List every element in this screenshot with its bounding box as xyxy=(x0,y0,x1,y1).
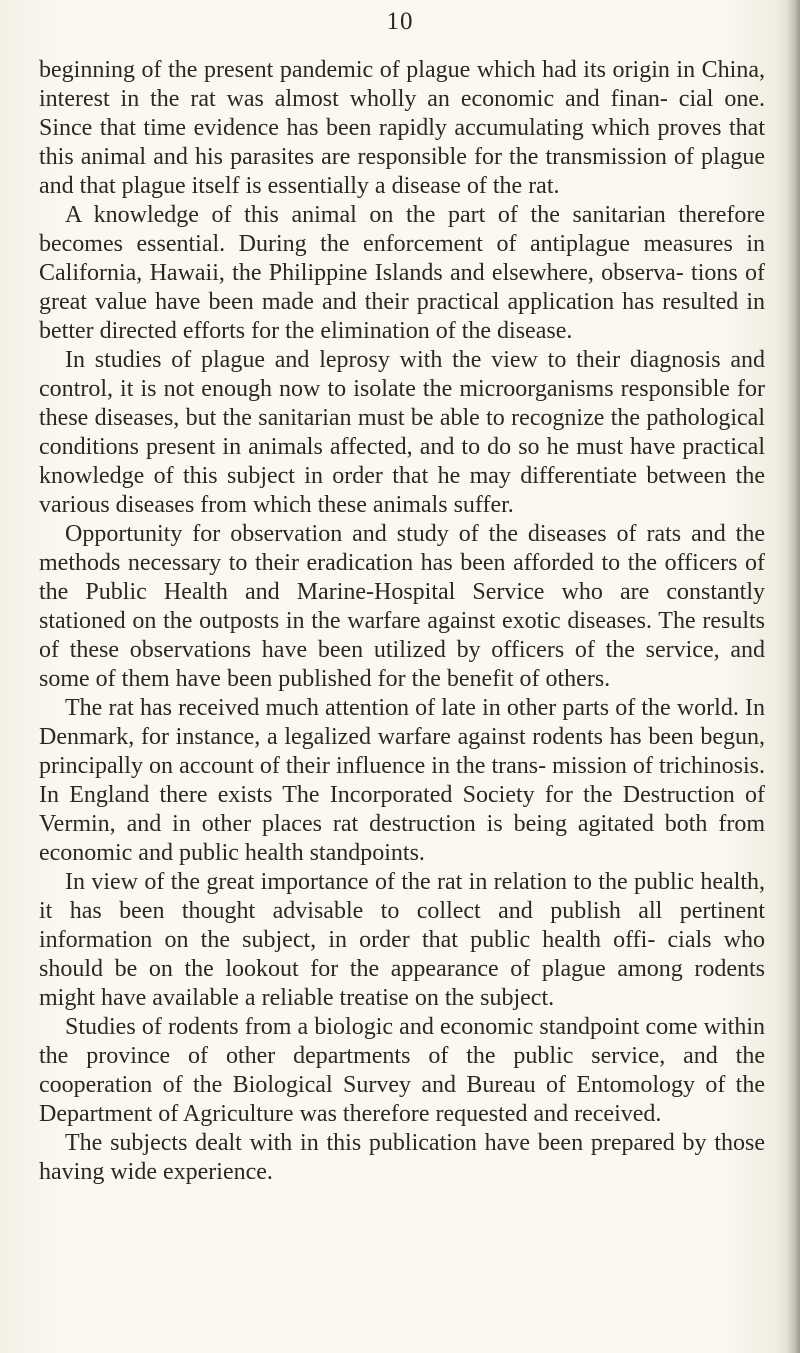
paragraph: A knowledge of this animal on the part of the sanitarian therefore becomes essential. During the enforcement of antiplague measures in California, Hawaii, the Philippine Islands and elsewhere, observa- tions of great value have been made and their practical application has resulted in better directed efforts for the elimination of the disease. xyxy=(39,202,765,344)
paragraph-continuation: beginning of the present pandemic of plague which had its origin in China, interest in the rat was almost wholly an economic and finan- cial one. Since that time evidence has been rapidly accumulating which proves that this animal and his parasites are responsible for the transmission of plague and that plague itself is essentially a disease of the rat. xyxy=(39,57,765,199)
paragraph: Studies of rodents from a biologic and economic standpoint come within the province of other departments of the public service, and the cooperation of the Biological Survey and Bureau of Entomology of the Department of Agriculture was therefore requested and received. xyxy=(39,1014,765,1127)
paragraph: In view of the great importance of the rat in relation to the public health, it has been thought advisable to collect and publish all pertinent information on the subject, in order that public health offi- cials who should be on the lookout for the appearance of plague among rodents might have available a reliable treatise on the subject. xyxy=(39,869,765,1011)
paragraph: Opportunity for observation and study of the diseases of rats and the methods necessary to their eradication has been afforded to the officers of the Public Health and Marine-Hospital Service who are constantly stationed on the outposts in the warfare against exotic diseases. The results of these observations have been utilized by officers of the service, and some of them have been published for the benefit of others. xyxy=(39,521,765,692)
page-number: 10 xyxy=(386,8,414,35)
paragraph: The rat has received much attention of late in other parts of the world. In Denmark, for instance, a legalized warfare against rodents has been begun, principally on account of their influence in the trans- mission of trichinosis. In England there exists The Incorporated Society for the Destruction of Vermin, and in other places rat destruction is being agitated both from economic and public health standpoints. xyxy=(39,695,765,866)
paragraph: The subjects dealt with in this publication have been prepared by those having wide experience. xyxy=(39,1130,765,1185)
paragraph: In studies of plague and leprosy with the view to their diagnosis and control, it is not enough now to isolate the microorganisms responsible for these diseases, but the sanitarian must be able to recognize the pathological conditions present in animals affected, and to do so he must have practical knowledge of this subject in order that he may differentiate between the various diseases from which these animals suffer. xyxy=(39,347,765,518)
body-text xyxy=(39,56,765,1187)
page-edge-shadow xyxy=(786,0,800,1353)
